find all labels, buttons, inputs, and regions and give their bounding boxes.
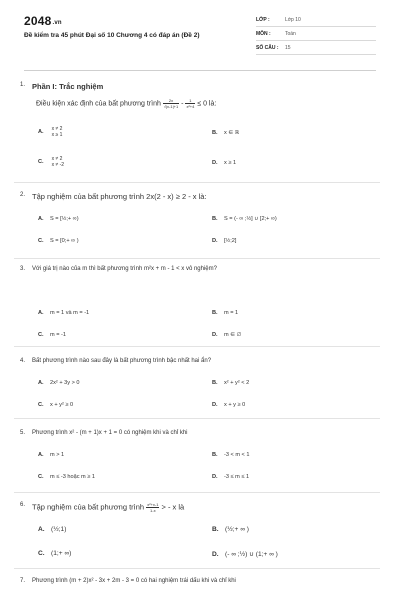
option-a[interactable]: [38, 526, 66, 533]
option-label: B.: [212, 130, 218, 136]
option-d[interactable]: [212, 550, 278, 558]
question-1: [20, 82, 380, 172]
question-text: Phương trình x² - (m + 1)x + 1 = 0 có nghiệm khi và chỉ khi: [32, 430, 188, 436]
option-text: -3 ≤ m ≤ 1: [224, 474, 250, 480]
option-label: B.: [212, 452, 218, 458]
option-a[interactable]: [38, 452, 64, 458]
page-header: [0, 0, 400, 66]
question-text: Tập nghiệm của bất phương trình 2x(2 - x) ≥ 2 - x là:: [32, 192, 207, 201]
option-text: m > 1: [50, 452, 65, 458]
option-text: m ∈ ∅: [224, 332, 242, 338]
meta-key: LỚP :: [256, 16, 270, 23]
option-b[interactable]: [212, 310, 238, 316]
condition-line: x ≥ 1: [51, 132, 63, 138]
question-number: 7.: [20, 578, 26, 584]
condition-line: x ≠ 2: [51, 156, 63, 162]
option-d[interactable]: [212, 332, 242, 338]
option-text: (½;1): [51, 526, 67, 533]
option-b[interactable]: [212, 526, 249, 533]
option-text: (½;+ ∞ ): [225, 526, 249, 533]
option-label: D.: [212, 332, 218, 338]
option-label: A.: [38, 526, 45, 533]
option-label: C.: [38, 238, 44, 244]
fraction: [185, 98, 195, 109]
question-divider: [14, 182, 380, 183]
option-b[interactable]: [212, 130, 239, 136]
question-stem: Tập nghiệm của bất phương trình: [32, 502, 145, 512]
fraction-numerator: 1: [185, 98, 195, 104]
option-label: A.: [38, 129, 44, 136]
question-divider: [14, 346, 380, 347]
question-text: Phương trình (m + 2)x² - 3x + 2m - 3 = 0 có hai nghiệm trái dấu khi và chỉ khi: [32, 578, 236, 584]
question-number: 5.: [20, 430, 26, 436]
option-text: -3 < m < 1: [224, 452, 250, 458]
question-number: 4.: [20, 358, 26, 364]
exam-meta: [256, 13, 376, 55]
option-text: [½;2]: [224, 238, 237, 244]
option-text: x + y ≥ 0: [224, 402, 246, 408]
meta-key: MÔN :: [256, 30, 271, 37]
question-6: [20, 502, 380, 562]
option-label: A.: [38, 310, 44, 316]
option-text: x ∈ ℝ: [224, 130, 240, 136]
option-a[interactable]: [38, 380, 80, 386]
option-label: B.: [212, 526, 219, 533]
option-text: m = 1 và m = -1: [50, 310, 90, 316]
option-b[interactable]: [212, 452, 250, 458]
fraction: [146, 502, 159, 513]
logo-text: 2048: [24, 14, 52, 28]
option-d[interactable]: [212, 474, 249, 480]
option-label: C.: [38, 159, 44, 166]
meta-value: Toán: [285, 30, 296, 37]
option-c[interactable]: [38, 474, 95, 480]
condition-line: x ≠ -2: [51, 162, 65, 168]
option-label: D.: [212, 402, 218, 408]
option-label: A.: [38, 216, 44, 222]
question-divider: [14, 258, 380, 259]
question-tail: > - x là: [161, 502, 185, 512]
fraction-denominator: 1-x: [150, 508, 156, 513]
condition-system: [52, 156, 64, 168]
option-text: S = [½;+ ∞): [50, 216, 79, 222]
option-c[interactable]: [38, 156, 64, 168]
fraction-numerator: 2x: [163, 98, 179, 104]
option-label: B.: [212, 216, 218, 222]
meta-row-subject: [256, 27, 376, 41]
question-divider: [14, 492, 380, 493]
meta-row-class: [256, 13, 376, 27]
question-stem: Điều kiện xác định của bất phương trình: [36, 100, 161, 108]
question-text: Bất phương trình nào sau đây là bất phương trình bậc nhất hai ẩn?: [32, 358, 212, 364]
question-text: Với giá trị nào của m thì bất phương trình m²x + m - 1 < x vô nghiệm?: [32, 266, 217, 272]
option-label: C.: [38, 474, 44, 480]
fraction-denominator: √|x-1|+1: [163, 104, 179, 109]
question-text: [36, 98, 216, 109]
meta-row-count: [256, 41, 376, 55]
option-text: x² + y² < 2: [224, 380, 250, 386]
option-text: m = 1: [224, 310, 239, 316]
option-text: (1;+ ∞): [51, 550, 72, 557]
meta-value: Lớp 10: [285, 16, 301, 23]
option-label: D.: [212, 160, 218, 166]
option-d[interactable]: [212, 160, 236, 166]
site-logo[interactable]: [24, 14, 62, 28]
question-text: [32, 502, 184, 513]
question-tail: ≤ 0 là:: [197, 100, 217, 108]
question-5: [20, 430, 380, 490]
option-c[interactable]: [38, 402, 73, 408]
question-7: [20, 578, 380, 594]
section-title: Phần I: Trắc nghiệm: [32, 82, 104, 91]
option-text: x + y² ≥ 0: [50, 402, 74, 408]
option-label: D.: [212, 238, 218, 244]
option-label: B.: [212, 310, 218, 316]
question-divider: [14, 568, 380, 569]
option-c[interactable]: [38, 550, 71, 557]
option-label: D.: [212, 474, 218, 480]
fraction-denominator: x²+4: [186, 104, 195, 109]
option-text: m ≤ -3 hoặc m ≥ 1: [50, 474, 95, 480]
option-text: (- ∞ ;½) ∪ (1;+ ∞ ): [225, 551, 278, 558]
fraction-numerator: x²+x-1: [147, 502, 159, 507]
option-label: A.: [38, 380, 44, 386]
meta-key: SỐ CÂU :: [256, 44, 279, 51]
minus-sign: -: [181, 100, 184, 108]
header-divider: [24, 70, 376, 71]
logo-suffix: .vn: [52, 20, 62, 26]
option-text: S = [0;+ ∞ ): [50, 238, 79, 244]
question-divider: [14, 418, 380, 419]
fraction: [163, 98, 179, 109]
option-d[interactable]: [212, 402, 245, 408]
page-title: Đề kiểm tra 45 phút Đại số 10 Chương 4 có đáp án (Đề 2): [24, 32, 200, 39]
meta-value: 15: [285, 44, 291, 51]
question-4: [20, 358, 380, 418]
question-3: [20, 266, 380, 336]
option-label: A.: [38, 452, 44, 458]
option-label: C.: [38, 332, 44, 338]
condition-system: [52, 126, 63, 138]
question-number: 3.: [20, 266, 26, 272]
option-label: D.: [212, 551, 219, 558]
option-label: C.: [38, 550, 45, 557]
option-a[interactable]: [38, 216, 79, 222]
question-number: 6.: [20, 502, 26, 508]
question-number: 1.: [20, 82, 26, 88]
option-a[interactable]: [38, 310, 89, 316]
option-b[interactable]: [212, 216, 277, 222]
option-d[interactable]: [212, 238, 236, 244]
option-text: m = -1: [50, 332, 67, 338]
option-text: S = (- ∞ ;½] ∪ [2;+ ∞): [224, 216, 277, 222]
question-number: 2.: [20, 192, 26, 198]
option-c[interactable]: [38, 332, 66, 338]
option-b[interactable]: [212, 380, 249, 386]
question-2: [20, 192, 380, 252]
option-text: x ≥ 1: [224, 160, 237, 166]
option-a[interactable]: [38, 126, 62, 138]
option-label: C.: [38, 402, 44, 408]
condition-line: x ≠ 2: [51, 126, 63, 132]
option-label: B.: [212, 380, 218, 386]
option-c[interactable]: [38, 238, 79, 244]
option-text: 2x² + 3y > 0: [50, 380, 80, 386]
